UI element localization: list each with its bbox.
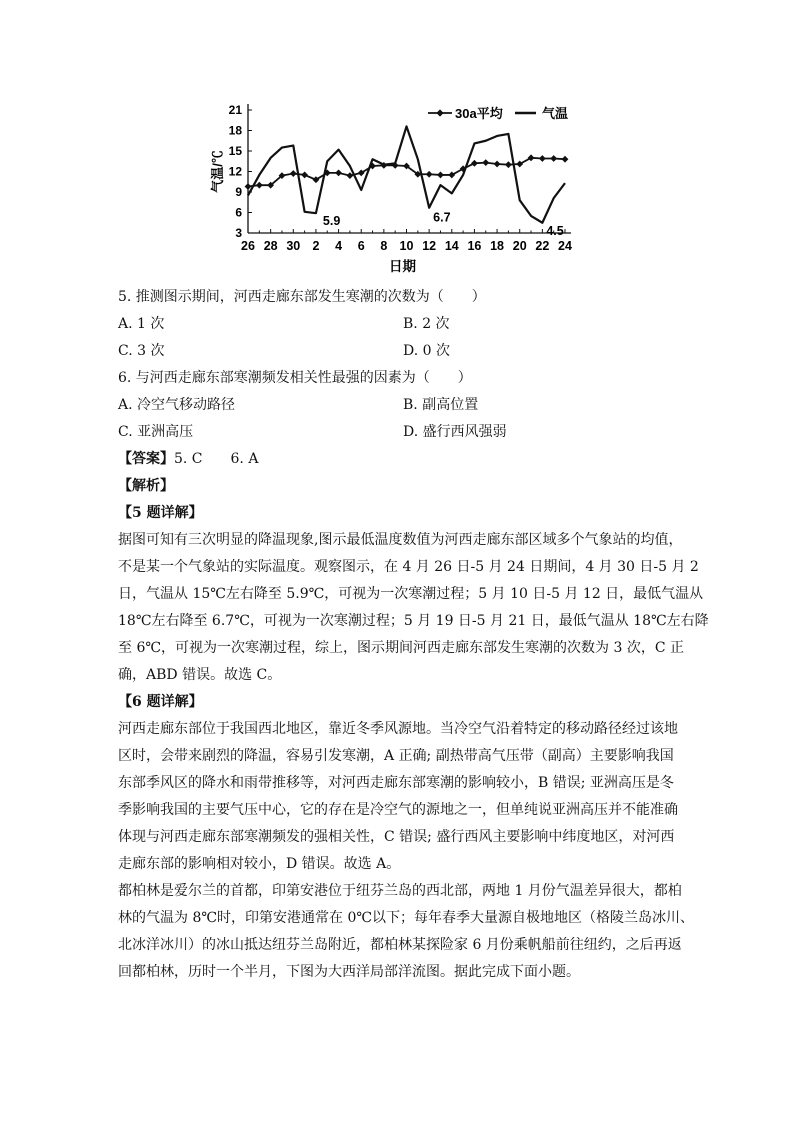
legend-avg-marker — [436, 109, 443, 116]
q6-stem: 6. 与河西走廊东部寒潮频发相关性最强的因素为（ ） — [118, 370, 472, 386]
q5-stem: 5. 推测图示期间，河西走廊东部发生寒潮的次数为（ ） — [118, 289, 486, 305]
series-avg-point — [494, 161, 501, 168]
q6-analysis-line: 河西走廊东部位于我国西北地区，靠近冬季风源地。当冷空气沿着特定的移动路径经过该地 — [118, 721, 678, 737]
q5-option-c: C. 3 次 — [118, 343, 165, 359]
q6-analysis-line: 体现与河西走廊东部寒潮频发的强相关性，C 错误; 盛行西风主要影响中纬度地区，对河西 — [118, 829, 675, 845]
answer-line — [118, 446, 688, 473]
x-tick-label: 28 — [263, 239, 278, 253]
q5-option-b: B. 2 次 — [403, 316, 450, 332]
y-tick-label: 9 — [235, 185, 242, 199]
q5-analysis-line: 不是某一个气象站的实际温度。观察图示，在 4 月 26 日-5 月 24 日期间，4 月 30 日-5 月 2 — [118, 559, 699, 575]
data-label: 6.7 — [433, 210, 451, 225]
chart-annotations — [323, 211, 564, 238]
q6-option-b: B. 副高位置 — [403, 397, 479, 413]
x-tick-label: 4 — [335, 239, 343, 253]
y-tick-label: 3 — [235, 226, 242, 240]
series-avg-point — [290, 170, 297, 177]
series-avg-point — [301, 172, 308, 179]
q5-option-a: A. 1 次 — [118, 316, 165, 332]
chart-series — [245, 126, 569, 222]
x-tick-label: 16 — [467, 239, 482, 253]
series-avg-point — [437, 172, 444, 179]
q5-option-d: D. 0 次 — [403, 343, 450, 359]
x-tick-label: 30 — [286, 239, 301, 253]
series-avg-point — [528, 154, 535, 161]
x-tick-label: 6 — [357, 239, 365, 253]
q5-analysis-line: 日，气温从 15℃左右降至 5.9℃，可视为一次寒潮过程；5 月 10 日-5 月 12 日，最低气温从 — [118, 586, 704, 602]
q6-analysis-label: 【6 题详解】 — [118, 694, 203, 710]
chart-legend — [428, 106, 568, 121]
x-tick-label: 12 — [422, 239, 437, 253]
series-avg-point — [550, 155, 557, 162]
x-tick-label: 22 — [535, 239, 550, 253]
passage-line: 回都柏林，历时一个半月，下图为大西洋局部洋流图。据此完成下面小题。 — [118, 964, 580, 980]
data-label: 4.5 — [546, 223, 564, 238]
x-tick-label: 8 — [380, 239, 388, 253]
series-avg-point — [505, 161, 512, 168]
x-tick-label: 20 — [512, 239, 527, 253]
data-label: 5.9 — [322, 214, 341, 229]
q5-options-row-2 — [118, 338, 688, 365]
series-avg-point — [471, 160, 478, 167]
q5-options-row-1 — [118, 311, 688, 338]
series-avg-point — [448, 172, 455, 179]
series-avg-point — [482, 159, 489, 166]
series-avg-point — [562, 156, 569, 163]
series-avg-point — [539, 155, 546, 162]
series-avg-point — [426, 171, 433, 178]
q6-options-row-1 — [118, 392, 688, 419]
series-avg-point — [256, 182, 263, 189]
q6-analysis-line: 区时，会带来剧烈的降温，容易引发寒潮，A 正确; 副热带高气压带（副高）主要影响我国 — [118, 748, 674, 764]
q6-options-row-2 — [118, 419, 688, 446]
y-axis-label: 气温/℃ — [210, 150, 225, 193]
answer-text: 5. C 6. A — [174, 451, 259, 467]
q6-analysis-body — [118, 716, 688, 878]
q6-option-c: C. 亚洲高压 — [118, 424, 194, 440]
x-tick-label: 24 — [558, 239, 572, 253]
temperature-line-chart — [200, 96, 600, 281]
q6-option-d: D. 盛行西风强弱 — [403, 424, 507, 440]
y-tick-label: 12 — [228, 164, 242, 179]
legend-avg-label: 30a平均 — [455, 106, 503, 121]
x-tick-label: 14 — [444, 239, 459, 253]
question-content — [118, 284, 709, 986]
q5-analysis-line: 确，ABD 错误。故选 C。 — [118, 667, 282, 683]
next-passage — [118, 878, 695, 986]
series-avg-point — [516, 161, 523, 168]
x-axis-label: 日期 — [389, 259, 416, 274]
q5-analysis-body — [118, 527, 709, 689]
q5-analysis-line: 据图可知有三次明显的降温现象,图示最低温度数值为河西走廊东部区域多个气象站的均值， — [118, 532, 683, 548]
q5-analysis-line: 至 6℃，可视为一次寒潮过程，综上，图示期间河西走廊东部发生寒潮的次数为 3 次，C 正 — [118, 640, 684, 656]
y-tick-label: 18 — [228, 123, 242, 138]
answer-label: 【答案】 — [118, 451, 174, 467]
x-tick-label: 18 — [490, 239, 505, 253]
x-tick-label: 2 — [312, 239, 320, 253]
series-avg-point — [335, 169, 342, 176]
y-tick-label: 21 — [228, 103, 242, 117]
y-tick-label: 6 — [235, 205, 242, 220]
legend-temp-label: 气温 — [542, 106, 569, 121]
x-tick-label: 10 — [399, 239, 414, 253]
analysis-label: 【解析】 — [118, 478, 174, 494]
x-tick-label: 26 — [241, 239, 255, 253]
y-tick-label: 15 — [228, 144, 242, 158]
q5-analysis-label: 【5 题详解】 — [118, 505, 203, 521]
q5-analysis-line: 18℃左右降至 6.7℃，可视为一次寒潮过程；5 月 19 日-5 月 21 日，最低气温从 18℃左右降 — [118, 613, 709, 629]
passage-line: 北冰洋冰川）的冰山抵达纽芬兰岛附近，都柏林某探险家 6 月份乘帆船前往纽约，之后再返 — [118, 937, 682, 953]
q6-option-a: A. 冷空气移动路径 — [118, 397, 236, 413]
q6-analysis-line: 走廊东部的影响相对较小，D 错误。故选 A。 — [118, 856, 401, 872]
q6-analysis-line: 东部季风区的降水和雨带推移等，对河西走廊东部寒潮的影响较小，B 错误; 亚洲高压是冬 — [118, 775, 674, 791]
passage-line: 林的气温为 8℃时，印第安港通常在 0℃以下；每年春季大量源自极地地区（格陵兰岛冰川、 — [118, 910, 695, 926]
passage-line: 都柏林是爱尔兰的首都，印第安港位于纽芬兰岛的西北部，两地 1 月份气温差异很大，都柏 — [118, 883, 682, 899]
q6-analysis-line: 季影响我国的主要气压中心，它的存在是冷空气的源地之一，但单纯说亚洲高压并不能准确 — [118, 802, 678, 818]
